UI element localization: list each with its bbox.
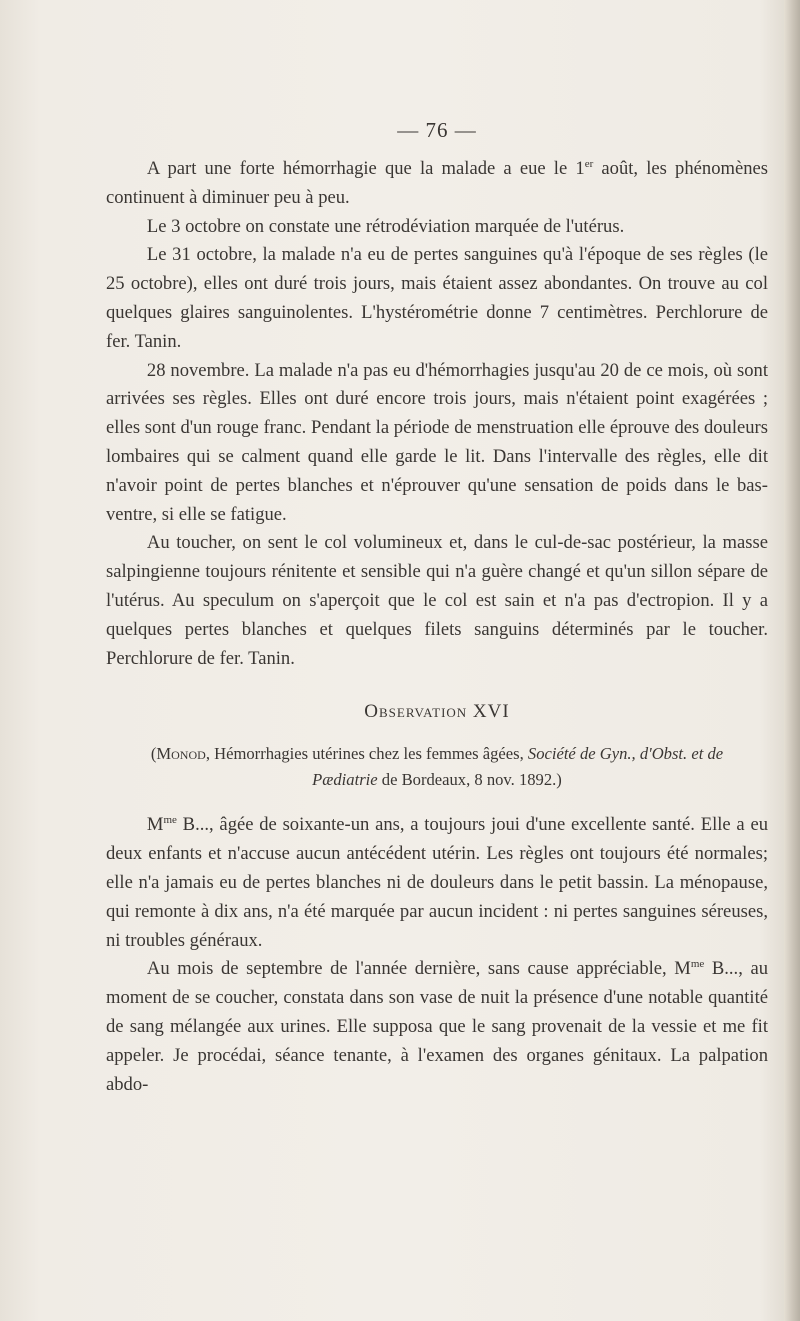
paragraph-1: A part une forte hémorrhagie que la malade a eue le 1er août, les phénomènes continuent à diminuer peu à peu. bbox=[106, 157, 768, 208]
book-spine-shadow bbox=[784, 0, 800, 1321]
reference-citation: (Monod, Hémorrhagies utérines chez les femmes âgées, Société de Gyn., d'Obst. et de Pædiatrie de Bordeaux, 8 nov. 1892.) bbox=[150, 744, 724, 790]
paragraph-3: Le 31 octobre, la malade n'a eu de pertes sanguines qu'à l'époque de ses règles (le 25 octobre), elles ont duré trois jours, mais étaient assez abondantes. On trouve au col quelques glaires sanguinolentes. L'hystérométrie donne 7 centimètres. Perchlorure de fer. Tanin. bbox=[106, 244, 768, 352]
paragraph-5: Au toucher, on sent le col volumineux et, dans le cul-de-sac postérieur, la masse salpingienne toujours rénitente et sensible qui n'a guère changé et qu'un sillon sépare de l'utérus. Au speculum on s'aperçoit que le col est sain et n'a pas d'ectropion. Il y a quelques pertes blanches et quelques filets sanguins déterminés par le toucher. Perchlorure de fer. Tanin. bbox=[106, 532, 768, 669]
paragraph-7: Au mois de septembre de l'année dernière, sans cause appréciable, $M^{me}$ B..., au moment de se coucher, constata dans son vase de nuit la présence d'une notable quantité de sang mélangée aux urines. Elle supposa que le sang provenait de la vessie et me fit appeler. Je procédai, séance tenante, à l'examen des organes génitaux. La palpation abdo- bbox=[106, 958, 768, 1095]
page-number: — 76 — bbox=[397, 118, 477, 142]
paragraph-6: $M^{me}$ B..., âgée de soixante-un ans, a toujours joui d'une excellente santé. Elle a eu deux enfants et n'accuse aucun antécédent utérin. Les règles ont toujours été normales; elle n'a jamais eu de pertes blanches ni de douleurs dans le petit bassin. La ménopause, qui remonte à dix ans, n'a été marquée par aucun incident : ni pertes sanguines séreuses, ni troubles généraux. bbox=[106, 814, 768, 951]
paragraph-4: 28 novembre. La malade n'a pas eu d'hémorrhagies jusqu'au 20 de ce mois, où sont arrivées ses règles. Elles ont duré encore trois jours, mais n'étaient point exagérées ; elles sont d'un rouge franc. Pendant la période de menstruation elle éprouve des douleurs lombaires qui se calment quand elle garde le lit. Dans l'intervalle des règles, elle dit n'avoir point de pertes blanches et n'éprouver qu'une sensation de poids dans le bas-ventre, si elle se fatigue. bbox=[106, 359, 768, 525]
paragraph-2: Le 3 octobre on constate une rétrodéviation marquée de l'utérus. bbox=[146, 215, 625, 237]
observation-heading: Observation XVI bbox=[364, 701, 510, 723]
reference-author: Monod bbox=[156, 744, 206, 764]
reference-journal: Société de Gyn., d'Obst. et de Pædiatrie bbox=[312, 744, 724, 790]
page-content bbox=[106, 117, 768, 1099]
